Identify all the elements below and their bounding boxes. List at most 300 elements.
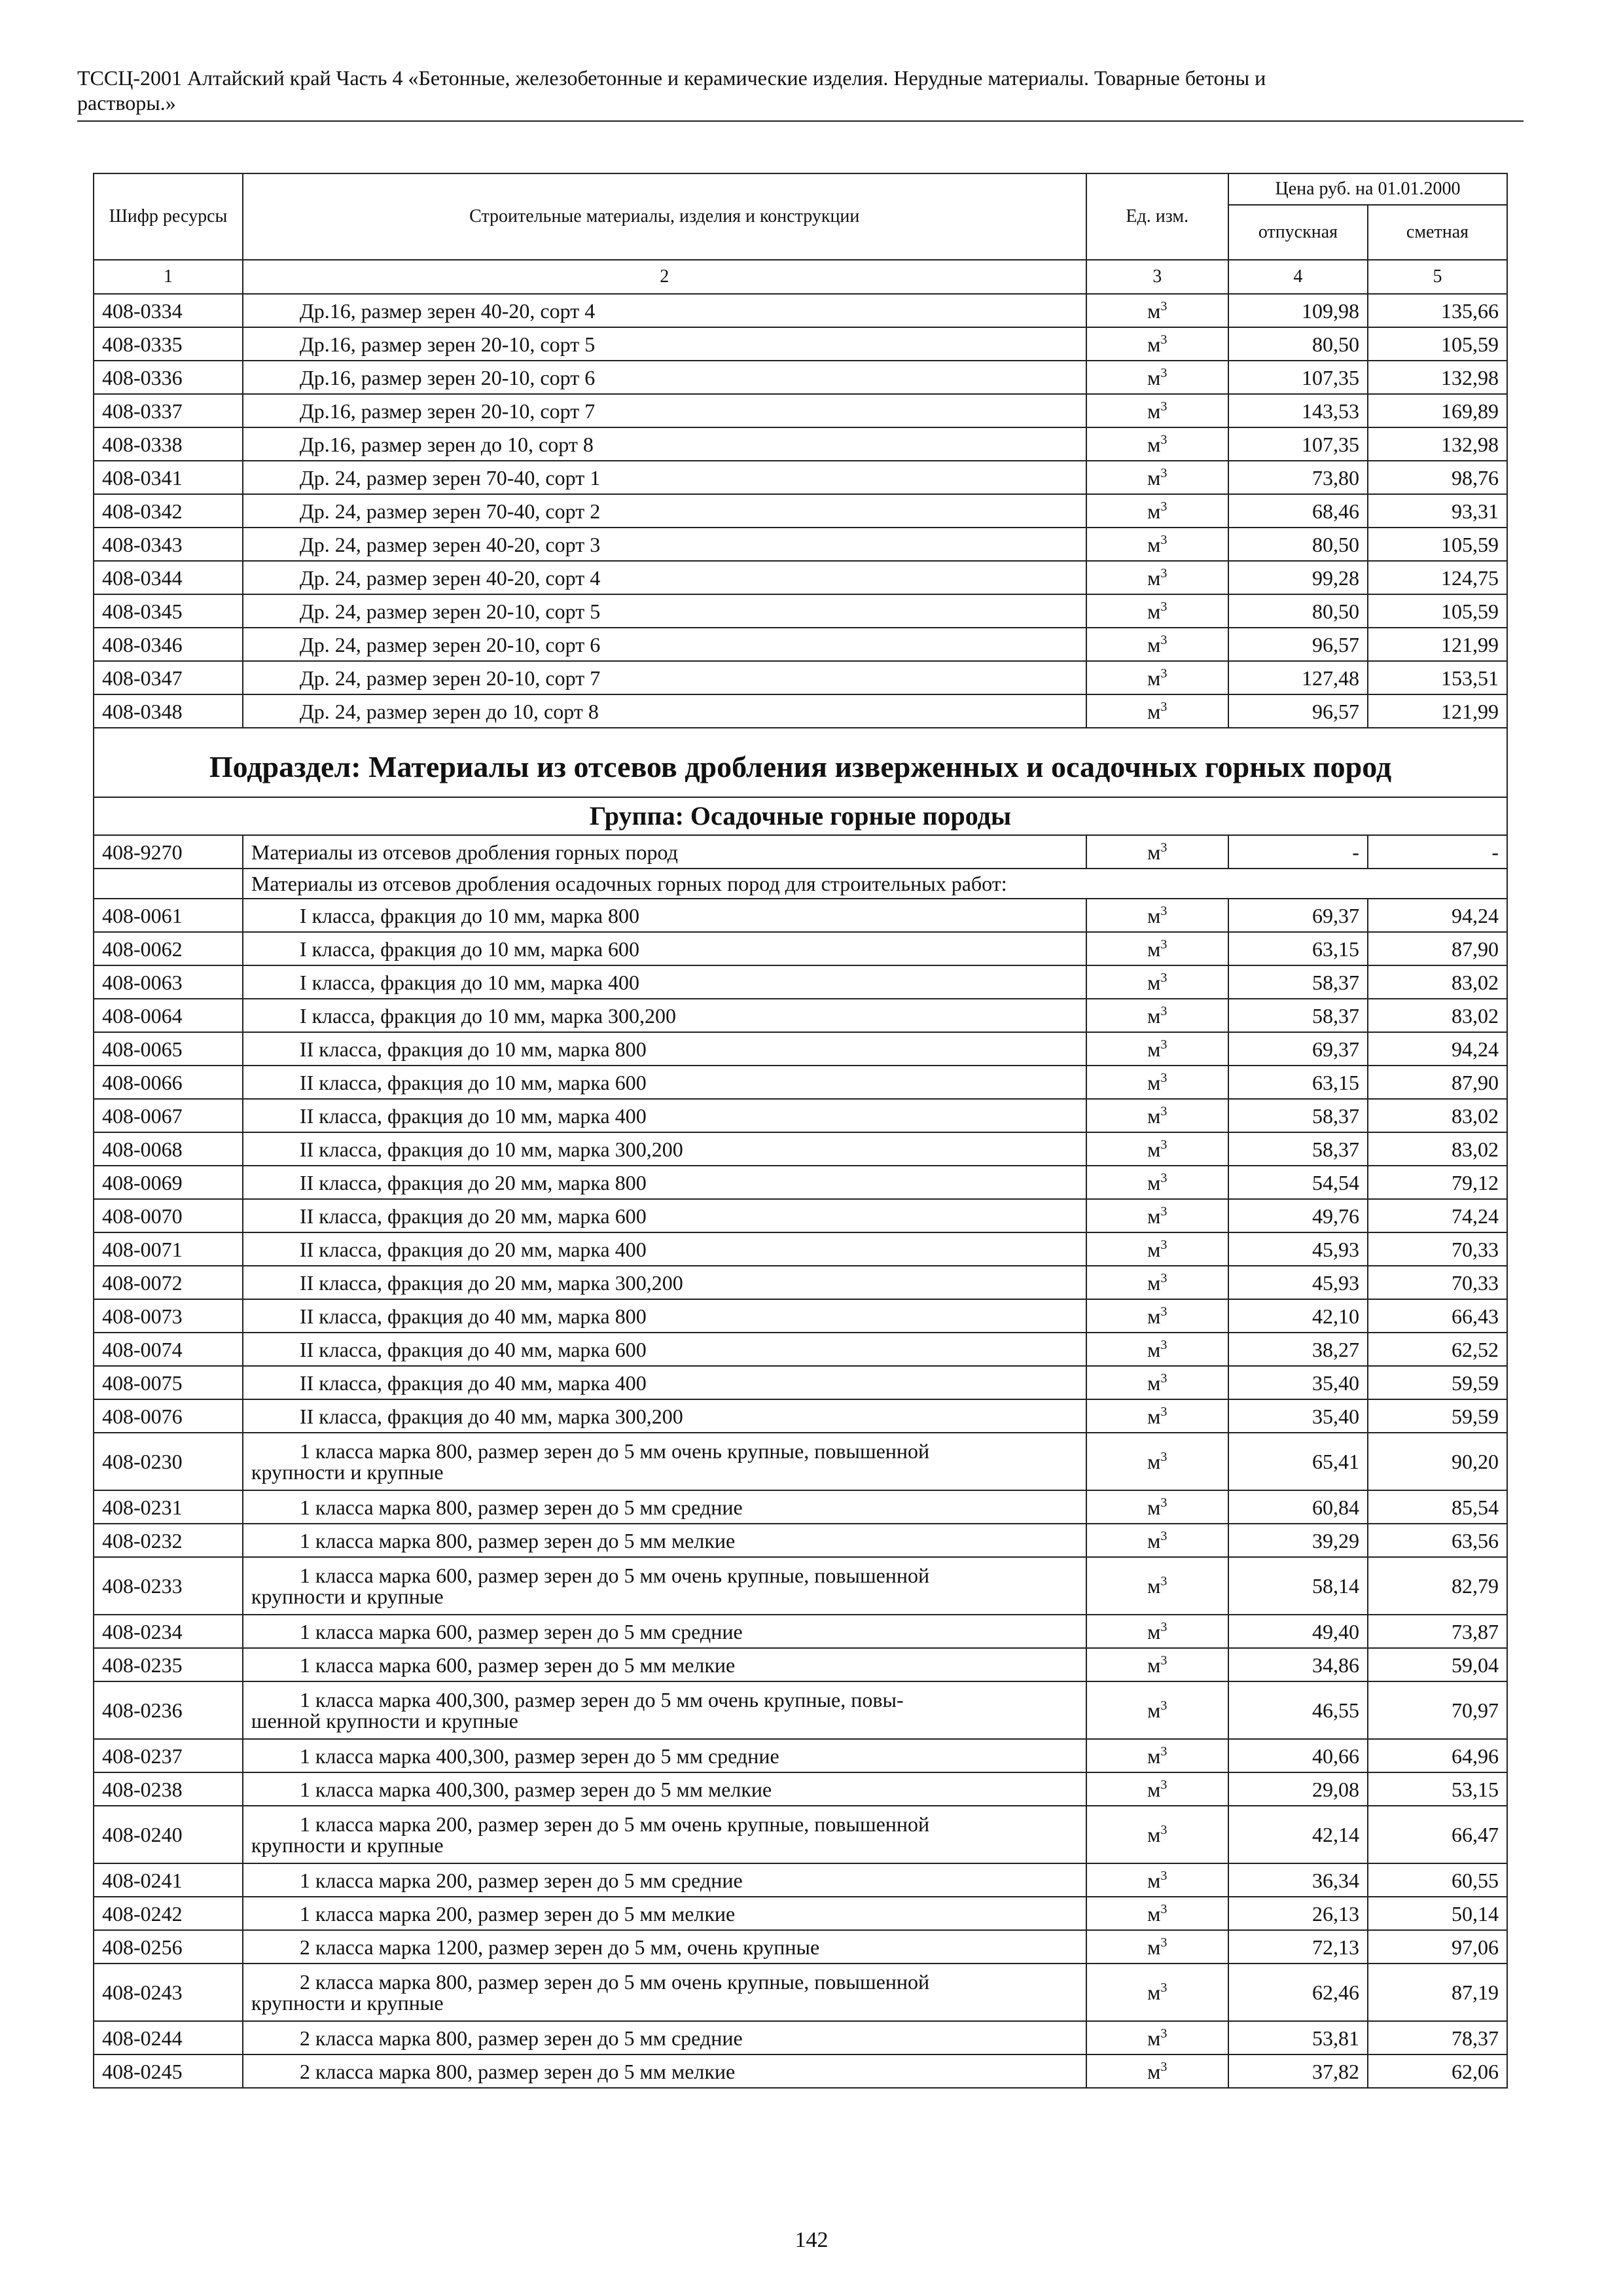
unit-base: м <box>1147 1450 1161 1473</box>
material-name-line-1: 2 класса марка 800, размер зерен до 5 мм очень крупные, повышенной <box>299 1970 930 1994</box>
unit-exponent: 3 <box>1160 1777 1168 1792</box>
column-header-name: Строительные материалы, изделия и конструкции <box>243 173 1086 260</box>
unit-exponent: 3 <box>1160 1868 1168 1883</box>
unit-base: м <box>1147 499 1161 523</box>
resource-code: 408-0076 <box>94 1399 243 1433</box>
release-price: 60,84 <box>1228 1490 1368 1524</box>
material-name-line-1: 1 класса марка 200, размер зерен до 5 мм очень крупные, повышенной <box>299 1812 930 1836</box>
material-name: 1 класса марка 800, размер зерен до 5 мм мелкие <box>243 1524 1086 1557</box>
unit-base: м <box>1147 1619 1161 1643</box>
estimate-price: 70,97 <box>1368 1681 1507 1739</box>
release-price: 65,41 <box>1228 1433 1368 1490</box>
table-row <box>94 1333 1507 1366</box>
unit-exponent: 3 <box>1160 666 1168 681</box>
unit-cell <box>1086 1366 1228 1399</box>
material-name: II класса, фракция до 20 мм, марка 400 <box>243 1232 1086 1266</box>
unit-cell <box>1086 1266 1228 1299</box>
unit-base: м <box>1147 1404 1161 1428</box>
estimate-price: 64,96 <box>1368 1739 1507 1772</box>
estimate-price: 94,24 <box>1368 899 1507 932</box>
estimate-price: 62,52 <box>1368 1333 1507 1366</box>
unit-exponent: 3 <box>1160 465 1168 480</box>
resource-code: 408-0347 <box>94 661 243 694</box>
material-name-line-2: крупности и крупные <box>251 1585 444 1608</box>
unit-exponent: 3 <box>1160 699 1168 714</box>
estimate-price: - <box>1368 835 1507 869</box>
resource-code: 408-0070 <box>94 1199 243 1232</box>
table-row <box>94 1806 1507 1863</box>
unit-base: м <box>1147 1528 1161 1552</box>
estimate-price: 124,75 <box>1368 561 1507 594</box>
table-row <box>94 2054 1507 2088</box>
material-name: Др. 24, размер зерен 40-20, сорт 4 <box>243 561 1086 594</box>
unit-base: м <box>1147 1698 1161 1722</box>
estimate-price: 121,99 <box>1368 628 1507 661</box>
price-table <box>93 173 1508 2089</box>
release-price: 143,53 <box>1228 394 1368 427</box>
material-name-line-1: 1 класса марка 800, размер зерен до 5 мм очень крупные, повышенной <box>299 1439 930 1463</box>
estimate-price: 82,79 <box>1368 1557 1507 1615</box>
unit-base: м <box>1147 532 1161 556</box>
resource-code: 408-0341 <box>94 461 243 494</box>
resource-code: 408-0061 <box>94 899 243 932</box>
unit-cell <box>1086 327 1228 361</box>
table-row <box>94 1648 1507 1681</box>
release-price: 34,86 <box>1228 1648 1368 1681</box>
unit-base: м <box>1147 399 1161 423</box>
resource-code: 408-0234 <box>94 1615 243 1648</box>
estimate-price: 59,59 <box>1368 1366 1507 1399</box>
table-row <box>94 1232 1507 1266</box>
group-row <box>94 797 1507 835</box>
material-name: Др.16, размер зерен 40-20, сорт 4 <box>243 294 1086 327</box>
estimate-price: 79,12 <box>1368 1166 1507 1199</box>
table-row <box>94 2021 1507 2054</box>
release-price: 58,37 <box>1228 965 1368 999</box>
resource-code: 408-0346 <box>94 628 243 661</box>
resource-code: 408-0240 <box>94 1806 243 1863</box>
table-row <box>94 628 1507 661</box>
release-price: 69,37 <box>1228 899 1368 932</box>
table-header-row <box>94 173 1507 205</box>
table-row <box>94 1964 1507 2021</box>
unit-cell <box>1086 1772 1228 1806</box>
material-name: 1 класса марка 600, размер зерен до 5 мм мелкие <box>243 1648 1086 1681</box>
release-price: 72,13 <box>1228 1930 1368 1964</box>
resource-code: 408-0073 <box>94 1299 243 1333</box>
unit-exponent: 3 <box>1160 1404 1168 1419</box>
unit-base: м <box>1147 632 1161 656</box>
estimate-price: 169,89 <box>1368 394 1507 427</box>
unit-cell <box>1086 932 1228 965</box>
unit-base: м <box>1147 1574 1161 1598</box>
resource-code: 408-0348 <box>94 694 243 728</box>
material-name: 1 класса марка 600, размер зерен до 5 мм средние <box>243 1615 1086 1648</box>
estimate-price: 66,43 <box>1368 1299 1507 1333</box>
material-name: Др. 24, размер зерен 20-10, сорт 5 <box>243 594 1086 628</box>
unit-base: м <box>1147 565 1161 590</box>
release-price: 45,93 <box>1228 1266 1368 1299</box>
table-row <box>94 528 1507 561</box>
unit-cell <box>1086 2054 1228 2088</box>
unit-exponent: 3 <box>1160 599 1168 614</box>
unit-exponent: 3 <box>1160 1337 1168 1352</box>
unit-exponent: 3 <box>1160 499 1168 514</box>
release-price: 58,37 <box>1228 1132 1368 1166</box>
material-name: 1 класса марка 400,300, размер зерен до 5 мм мелкие <box>243 1772 1086 1806</box>
category-note: Материалы из отсевов дробления осадочных горных пород для строительных работ: <box>243 869 1507 899</box>
table-row <box>94 1557 1507 1615</box>
material-name: I класса, фракция до 10 мм, марка 600 <box>243 932 1086 965</box>
material-name: II класса, фракция до 10 мм, марка 400 <box>243 1099 1086 1132</box>
material-name: Др. 24, размер зерен до 10, сорт 8 <box>243 694 1086 728</box>
table-row <box>94 1615 1507 1648</box>
release-price: 99,28 <box>1228 561 1368 594</box>
estimate-price: 98,76 <box>1368 461 1507 494</box>
unit-base: м <box>1147 1003 1161 1028</box>
unit-exponent: 3 <box>1160 1528 1168 1543</box>
unit-cell <box>1086 628 1228 661</box>
estimate-price: 85,54 <box>1368 1490 1507 1524</box>
running-header-line-2: растворы.» <box>77 91 176 115</box>
resource-code: 408-0334 <box>94 294 243 327</box>
resource-code: 408-0075 <box>94 1366 243 1399</box>
material-name-line-1: 1 класса марка 400,300, размер зерен до 5 мм очень крупные, повы- <box>299 1688 904 1712</box>
unit-exponent: 3 <box>1160 532 1168 547</box>
material-name: Др.16, размер зерен 20-10, сорт 6 <box>243 361 1086 394</box>
release-price: 26,13 <box>1228 1897 1368 1930</box>
resource-code: 408-0345 <box>94 594 243 628</box>
release-price: 62,46 <box>1228 1964 1368 2021</box>
unit-base: м <box>1147 666 1161 690</box>
unit-exponent: 3 <box>1160 840 1168 855</box>
material-name: 1 класса марка 200, размер зерен до 5 мм мелкие <box>243 1897 1086 1930</box>
unit-cell <box>1086 1199 1228 1232</box>
resource-code: 408-0065 <box>94 1032 243 1066</box>
release-price: 63,15 <box>1228 1066 1368 1099</box>
table-row <box>94 1299 1507 1333</box>
unit-exponent: 3 <box>1160 1495 1168 1510</box>
unit-cell <box>1086 1615 1228 1648</box>
resource-code: 408-0064 <box>94 999 243 1032</box>
release-price: 29,08 <box>1228 1772 1368 1806</box>
unit-base: м <box>1147 1901 1161 1926</box>
unit-exponent: 3 <box>1160 1823 1168 1837</box>
table-row <box>94 661 1507 694</box>
table-row <box>94 327 1507 361</box>
unit-cell <box>1086 999 1228 1032</box>
material-name <box>243 1806 1086 1863</box>
unit-base: м <box>1147 1495 1161 1519</box>
unit-exponent: 3 <box>1160 1237 1168 1252</box>
resource-code: 408-9270 <box>94 835 243 869</box>
estimate-price: 63,56 <box>1368 1524 1507 1557</box>
release-price: 107,35 <box>1228 361 1368 394</box>
unit-cell <box>1086 294 1228 327</box>
unit-cell <box>1086 1964 1228 2021</box>
release-price: 42,10 <box>1228 1299 1368 1333</box>
release-price: 69,37 <box>1228 1032 1368 1066</box>
unit-base: м <box>1147 1137 1161 1161</box>
empty-cell <box>94 869 243 899</box>
release-price: 39,29 <box>1228 1524 1368 1557</box>
resource-code: 408-0236 <box>94 1681 243 1739</box>
unit-exponent: 3 <box>1160 1574 1168 1588</box>
unit-base: м <box>1147 1777 1161 1801</box>
table-row <box>94 1399 1507 1433</box>
unit-base: м <box>1147 1103 1161 1128</box>
table-row <box>94 294 1507 327</box>
running-header-line-1: ТССЦ-2001 Алтайский край Часть 4 «Бетонные, железобетонные и керамические изделия. Нерудные материалы. Товарные бетоны и <box>77 66 1266 90</box>
table-row <box>94 965 1507 999</box>
unit-cell <box>1086 461 1228 494</box>
estimate-price: 105,59 <box>1368 528 1507 561</box>
release-price: 80,50 <box>1228 528 1368 561</box>
release-price: 63,15 <box>1228 932 1368 965</box>
material-name <box>243 1681 1086 1739</box>
unit-base: м <box>1147 1653 1161 1677</box>
unit-base: м <box>1147 1981 1161 2004</box>
unit-cell <box>1086 528 1228 561</box>
unit-cell <box>1086 1863 1228 1897</box>
release-price: 35,40 <box>1228 1399 1368 1433</box>
unit-exponent: 3 <box>1160 632 1168 647</box>
estimate-price: 87,90 <box>1368 1066 1507 1099</box>
estimate-price: 153,51 <box>1368 661 1507 694</box>
page-number: 142 <box>794 2228 829 2252</box>
running-header <box>77 65 1517 115</box>
material-name: 2 класса марка 800, размер зерен до 5 мм мелкие <box>243 2054 1086 2088</box>
unit-cell <box>1086 1681 1228 1739</box>
unit-cell <box>1086 965 1228 999</box>
material-name-line-2: крупности и крупные <box>251 1833 444 1857</box>
material-name: II класса, фракция до 10 мм, марка 300,200 <box>243 1132 1086 1166</box>
table-row <box>94 361 1507 394</box>
unit-exponent: 3 <box>1160 1204 1168 1219</box>
release-price: 96,57 <box>1228 694 1368 728</box>
table-row <box>94 427 1507 461</box>
table-row <box>94 1066 1507 1099</box>
release-price: 80,50 <box>1228 594 1368 628</box>
table-row <box>94 1166 1507 1199</box>
resource-code: 408-0241 <box>94 1863 243 1897</box>
unit-exponent: 3 <box>1160 1270 1168 1285</box>
unit-cell <box>1086 1806 1228 1863</box>
unit-cell <box>1086 1930 1228 1964</box>
release-price: 96,57 <box>1228 628 1368 661</box>
estimate-price: 94,24 <box>1368 1032 1507 1066</box>
unit-exponent: 3 <box>1160 970 1168 985</box>
resource-code: 408-0342 <box>94 494 243 528</box>
unit-base: м <box>1147 465 1161 490</box>
resource-code: 408-0071 <box>94 1232 243 1266</box>
column-number: 5 <box>1368 260 1507 294</box>
column-header-unit: Ед. изм. <box>1086 173 1228 260</box>
estimate-price: 97,06 <box>1368 1930 1507 1964</box>
unit-exponent: 3 <box>1160 1450 1168 1464</box>
unit-exponent: 3 <box>1160 937 1168 952</box>
unit-base: м <box>1147 2026 1161 2050</box>
unit-base: м <box>1147 1823 1161 1846</box>
material-name: Др. 24, размер зерен 70-40, сорт 1 <box>243 461 1086 494</box>
material-name: II класса, фракция до 20 мм, марка 800 <box>243 1166 1086 1199</box>
resource-code: 408-0068 <box>94 1132 243 1166</box>
table-row <box>94 835 1507 869</box>
material-name <box>243 1964 1086 2021</box>
table-row <box>94 1032 1507 1066</box>
estimate-price: 53,15 <box>1368 1772 1507 1806</box>
estimate-price: 90,20 <box>1368 1433 1507 1490</box>
material-name: II класса, фракция до 40 мм, марка 400 <box>243 1366 1086 1399</box>
unit-exponent: 3 <box>1160 298 1168 314</box>
unit-exponent: 3 <box>1160 1901 1168 1916</box>
unit-exponent: 3 <box>1160 1935 1168 1950</box>
material-name: Др.16, размер зерен 20-10, сорт 5 <box>243 327 1086 361</box>
release-price: 109,98 <box>1228 294 1368 327</box>
resource-code: 408-0063 <box>94 965 243 999</box>
material-name: Материалы из отсевов дробления горных пород <box>243 835 1086 869</box>
unit-cell <box>1086 1524 1228 1557</box>
material-name <box>243 1433 1086 1490</box>
unit-exponent: 3 <box>1160 1698 1168 1713</box>
table-row <box>94 899 1507 932</box>
material-name: 1 класса марка 200, размер зерен до 5 мм средние <box>243 1863 1086 1897</box>
column-header-price-group: Цена руб. на 01.01.2000 <box>1228 173 1507 205</box>
unit-cell <box>1086 1399 1228 1433</box>
column-number: 4 <box>1228 260 1368 294</box>
release-price: 37,82 <box>1228 2054 1368 2088</box>
release-price: 38,27 <box>1228 1333 1368 1366</box>
estimate-price: 62,06 <box>1368 2054 1507 2088</box>
release-price: 49,76 <box>1228 1199 1368 1232</box>
estimate-price: 59,04 <box>1368 1648 1507 1681</box>
unit-exponent: 3 <box>1160 565 1168 581</box>
unit-exponent: 3 <box>1160 1170 1168 1185</box>
unit-base: м <box>1147 1204 1161 1228</box>
table-row <box>94 1524 1507 1557</box>
unit-base: м <box>1147 903 1161 927</box>
resource-code: 408-0235 <box>94 1648 243 1681</box>
estimate-price: 87,19 <box>1368 1964 1507 2021</box>
material-name-line-2: шенной крупности и крупные <box>251 1709 518 1732</box>
unit-cell <box>1086 899 1228 932</box>
price-table-body <box>94 173 1507 2088</box>
unit-exponent: 3 <box>1160 432 1168 447</box>
unit-cell <box>1086 394 1228 427</box>
estimate-price: 83,02 <box>1368 999 1507 1032</box>
table-row <box>94 999 1507 1032</box>
release-price: 58,37 <box>1228 1099 1368 1132</box>
unit-exponent: 3 <box>1160 1981 1168 1995</box>
unit-cell <box>1086 1433 1228 1490</box>
resource-code: 408-0072 <box>94 1266 243 1299</box>
unit-base: м <box>1147 1070 1161 1094</box>
unit-exponent: 3 <box>1160 1037 1168 1052</box>
column-header-release-price: отпускная <box>1228 205 1368 260</box>
unit-base: м <box>1147 1868 1161 1892</box>
material-name: 2 класса марка 1200, размер зерен до 5 мм, очень крупные <box>243 1930 1086 1964</box>
material-name-line-2: крупности и крупные <box>251 1991 444 2015</box>
group-title: Группа: Осадочные горные породы <box>94 797 1507 835</box>
unit-exponent: 3 <box>1160 332 1168 347</box>
release-price: 68,46 <box>1228 494 1368 528</box>
unit-cell <box>1086 694 1228 728</box>
resource-code: 408-0238 <box>94 1772 243 1806</box>
unit-exponent: 3 <box>1160 1653 1168 1668</box>
table-row <box>94 1930 1507 1964</box>
table-row <box>94 1099 1507 1132</box>
estimate-price: 105,59 <box>1368 327 1507 361</box>
material-name: 1 класса марка 800, размер зерен до 5 мм средние <box>243 1490 1086 1524</box>
table-row <box>94 1863 1507 1897</box>
resource-code: 408-0066 <box>94 1066 243 1099</box>
unit-base: м <box>1147 365 1161 389</box>
material-name <box>243 1557 1086 1615</box>
unit-exponent: 3 <box>1160 2026 1168 2041</box>
resource-code: 408-0230 <box>94 1433 243 1490</box>
release-price: 58,37 <box>1228 999 1368 1032</box>
resource-code: 408-0231 <box>94 1490 243 1524</box>
table-row <box>94 694 1507 728</box>
material-name: I класса, фракция до 10 мм, марка 300,200 <box>243 999 1086 1032</box>
table-row <box>94 394 1507 427</box>
material-name: II класса, фракция до 40 мм, марка 300,200 <box>243 1399 1086 1433</box>
unit-cell <box>1086 835 1228 869</box>
release-price: 45,93 <box>1228 1232 1368 1266</box>
estimate-price: 78,37 <box>1368 2021 1507 2054</box>
estimate-price: 83,02 <box>1368 1099 1507 1132</box>
resource-code: 408-0233 <box>94 1557 243 1615</box>
unit-cell <box>1086 1132 1228 1166</box>
unit-base: м <box>1147 970 1161 994</box>
resource-code: 408-0232 <box>94 1524 243 1557</box>
table-row <box>94 1772 1507 1806</box>
estimate-price: 83,02 <box>1368 1132 1507 1166</box>
release-price: 127,48 <box>1228 661 1368 694</box>
material-name: Др.16, размер зерен 20-10, сорт 7 <box>243 394 1086 427</box>
unit-exponent: 3 <box>1160 2059 1168 2074</box>
unit-base: м <box>1147 298 1161 323</box>
estimate-price: 50,14 <box>1368 1897 1507 1930</box>
resource-code: 408-0338 <box>94 427 243 461</box>
unit-base: м <box>1147 840 1161 864</box>
resource-code: 408-0244 <box>94 2021 243 2054</box>
material-name: II класса, фракция до 40 мм, марка 600 <box>243 1333 1086 1366</box>
unit-cell <box>1086 1299 1228 1333</box>
unit-exponent: 3 <box>1160 1744 1168 1759</box>
unit-cell <box>1086 1739 1228 1772</box>
unit-cell <box>1086 494 1228 528</box>
unit-base: м <box>1147 332 1161 356</box>
unit-exponent: 3 <box>1160 1371 1168 1386</box>
material-name: I класса, фракция до 10 мм, марка 800 <box>243 899 1086 932</box>
unit-base: м <box>1147 1170 1161 1194</box>
unit-cell <box>1086 2021 1228 2054</box>
column-number: 1 <box>94 260 243 294</box>
column-number-row <box>94 260 1507 294</box>
resource-code: 408-0242 <box>94 1897 243 1930</box>
table-row <box>94 594 1507 628</box>
table-row <box>94 561 1507 594</box>
resource-code: 408-0245 <box>94 2054 243 2088</box>
estimate-price: 132,98 <box>1368 427 1507 461</box>
unit-base: м <box>1147 1337 1161 1361</box>
unit-cell <box>1086 1232 1228 1266</box>
resource-code: 408-0237 <box>94 1739 243 1772</box>
material-name: 2 класса марка 800, размер зерен до 5 мм средние <box>243 2021 1086 2054</box>
unit-base: м <box>1147 2059 1161 2083</box>
unit-cell <box>1086 1099 1228 1132</box>
